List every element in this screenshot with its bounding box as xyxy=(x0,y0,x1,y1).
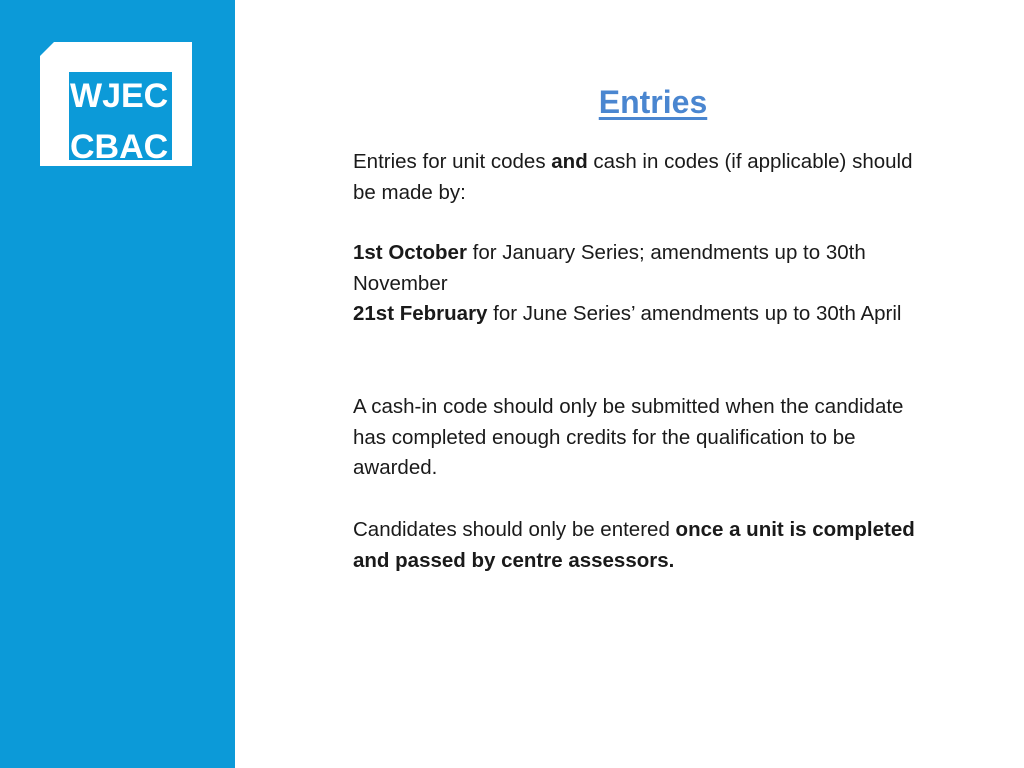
deadline-date-1: 1st October xyxy=(353,241,467,264)
p1-text-a: Entries for unit codes xyxy=(353,150,552,173)
cash-in-paragraph: A cash-in code should only be submitted when the candidate has completed enough credits for the qualification to be awarded. xyxy=(353,395,904,480)
logo-text-wjec: WJEC xyxy=(70,77,169,115)
deadline-text-1: for January Series; amendments up to 30th November xyxy=(353,241,866,295)
sidebar-band xyxy=(0,0,235,768)
slide-title: Entries xyxy=(598,84,708,120)
wjec-cbac-logo xyxy=(40,42,192,166)
candidates-paragraph xyxy=(353,515,923,576)
deadlines-paragraph xyxy=(353,238,923,330)
entries-paragraph xyxy=(353,147,923,208)
p1-bold-and: and xyxy=(551,150,588,173)
p4-text-a: Candidates should only be entered xyxy=(353,518,676,541)
logo-text-cbac: CBAC xyxy=(70,128,169,166)
p4-bold: once a unit is completed and passed by centre assessors. xyxy=(353,518,915,572)
p1-text-c: cash in codes (if applicable) should be made by: xyxy=(353,150,913,204)
deadline-text-2: for June Series’ amendments up to 30th April xyxy=(487,302,902,326)
deadline-date-2: 21st February xyxy=(353,302,488,326)
